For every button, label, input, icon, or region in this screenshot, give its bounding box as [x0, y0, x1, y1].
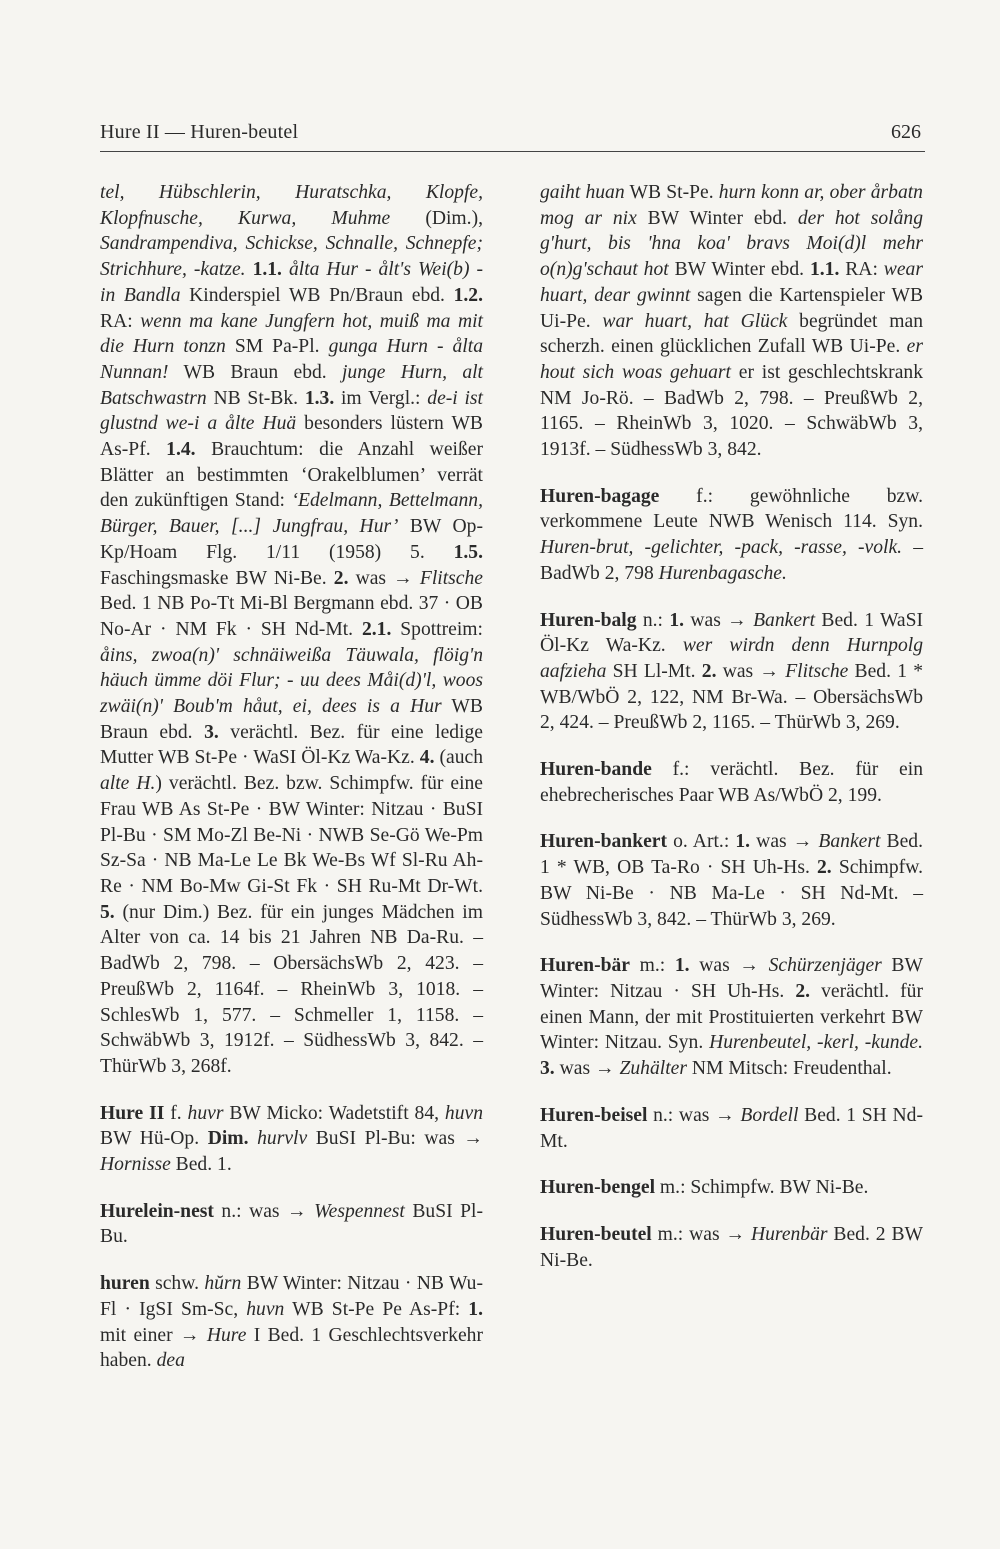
dictionary-entry: Huren-beisel n.: was → Bordell Bed. 1 SH Nd-Mt.: [540, 1104, 923, 1152]
right-column: [540, 180, 923, 1273]
left-column: [100, 180, 483, 1374]
dictionary-entry: Huren-bagage f.: gewöhnliche bzw. verkommene Leute NWB Wenisch 114. Syn. Huren-brut, -gelichter, -pack, -rasse, -volk. – BadWb 2, 798 Hurenbagasche.: [540, 485, 923, 584]
dictionary-entry: Hure II f. huvr BW Micko: Wadetstift 84, huvn BW Hü-Op. Dim. hurvlv BuSI Pl-Bu: was → Hornisse Bed. 1.: [100, 1102, 484, 1176]
entry-continuation: tel, Hübschlerin, Huratschka, Klopfe, Klopfnusche, Kurwa, Muhme (Dim.), Sandrampendiva, Schickse, Schnalle, Schnepfe; Strichhure, -katze. 1.1. ålta Hur - ålt's Wei(b) - in Bandla Kinderspiel WB Pn/Braun ebd. 1.2. RA: wenn ma kane Jungfern hot, muiß ma mit die Hurn tonzn SM Pa-Pl. gunga Hurn - ålta Nunnan! WB Braun ebd. junge Hurn, alt Batschwastrn NB St-Bk. 1.3. im Vergl.: de-i ist glustnd we-i a ålte Huä besonders lüstern WB As-Pf. 1.4. Brauchtum: die Anzahl weißer Blätter an bestimmten ‘Orakelblumen’ verrät den zukünftigen Stand: ‘Edelmann, Bettelmann, Bürger, Bauer, [...] Jungfrau, Hur’ BW Op-Kp/Hoam Flg. 1/11 (1958) 5. 1.5. Faschingsmaske BW Ni-Be. 2. was → Flitsche Bed. 1 NB Po-Tt Mi-Bl Bergmann ebd. 37 · OB No-Ar · NM Fk · SH Nd-Mt. 2.1. Spottreim: åins, zwoa(n)' schnäiweißa Täuwala, flöig'n häuch ümme döi Flur; - uu dees Måi(d)'l, woos zwäi(n)' Boub'm håut, ei, dees is a Hur WB Braun ebd. 3. verächtl. Bez. für eine ledige Mutter WB St-Pe · WaSI Öl-Kz Wa-Kz. 4. (auch alte H.) verächtl. Bez. bzw. Schimpfw. für eine Frau WB As St-Pe · BW Winter: Nitzau · BuSI Pl-Bu · SM Mo-Zl Be-Ni · NWB Se-Gö We-Pm Sz-Sa · NB Ma-Le Le Bk We-Bs Wf Sl-Ru Ah-Re · NM Bo-Mw Gi-St Fk · SH Ru-Mt Dr-Wt. 5. (nur Dim.) Bez. für ein junges Mädchen im Alter von ca. 14 bis 21 Jahren NB Da-Ru. – BadWb 2, 798. – ObersächsWb 2, 423. – PreußWb 2, 1164f. – RheinWb 3, 1018. – SchlesWb 1, 577. – Schmeller 1, 1158. – SchwäbWb 3, 1912f. – SüdhessWb 3, 842. – ThürWb 3, 268f.: [100, 182, 484, 1077]
dictionary-entry: Huren-bankert o. Art.: 1. was → Bankert Bed. 1 * WB, OB Ta-Ro · SH Uh-Hs. 2. Schimpfw. BW Ni-Be · NB Ma-Le · SH Nd-Mt. – SüdhessWb 3, 842. – ThürWb 3, 269.: [540, 831, 924, 930]
page-header: [100, 121, 925, 152]
running-head: Hure II — Huren-beutel: [100, 121, 299, 143]
dictionary-entry: Hurelein-nest n.: was → Wespennest BuSI Pl-Bu.: [100, 1200, 483, 1248]
dictionary-entry: Huren-bär m.: 1. was → Schürzenjäger BW Winter: Nitzau · SH Uh-Hs. 2. verächtl. für einen Mann, der mit Prostituierten verkehrt BW Winter: Nitzau. Syn. Hurenbeutel, -kerl, -kunde. 3. was → Zuhälter NM Mitsch: Freudenthal.: [540, 955, 923, 1080]
dictionary-entry: Huren-bengel m.: Schimpfw. BW Ni-Be.: [540, 1177, 869, 1199]
dictionary-entry: huren schw. hŭrn BW Winter: Nitzau · NB Wu-Fl · IgSI Sm-Sc, huvn WB St-Pe Pe As-Pf: 1. mit einer → Hure I Bed. 1 Geschlechtsverkehr haben. dea: [100, 1273, 483, 1372]
dictionary-entry: Huren-beutel m.: was → Hurenbär Bed. 2 BW Ni-Be.: [540, 1223, 924, 1271]
page-number: 626: [891, 121, 921, 143]
dictionary-entry: Huren-balg n.: 1. was → Bankert Bed. 1 WaSI Öl-Kz Wa-Kz. wer wirdn denn Hurnpolg aafzieha SH Ll-Mt. 2. was → Flitsche Bed. 1 * WB/WbÖ 2, 122, NM Br-Wa. – ObersächsWb 2, 424. – PreußWb 2, 1165. – ThürWb 3, 269.: [540, 609, 924, 734]
entry-continuation: gaiht huan WB St-Pe. hurn konn ar, ober årbatn mog ar nix BW Winter ebd. der hot solång g'hurt, bis 'hna koa' bravs Moi(d)l mehr o(n)g'schaut hot BW Winter ebd. 1.1. RA: wear huart, dear gwinnt sagen die Kartenspieler WB Ui-Pe. war huart, hat Glück begründet man scherzh. einen glücklichen Zufall WB Ui-Pe. er hout sich woas gehuart er ist geschlechtskrank NM Jo-Rö. – BadWb 2, 798. – PreußWb 2, 1165. – RheinWb 3, 1020. – SchwäbWb 3, 1913f. – SüdhessWb 3, 842.: [540, 182, 924, 461]
dictionary-entry: Huren-bande f.: verächtl. Bez. für ein ehebrecherisches Paar WB As/WbÖ 2, 199.: [540, 759, 923, 806]
